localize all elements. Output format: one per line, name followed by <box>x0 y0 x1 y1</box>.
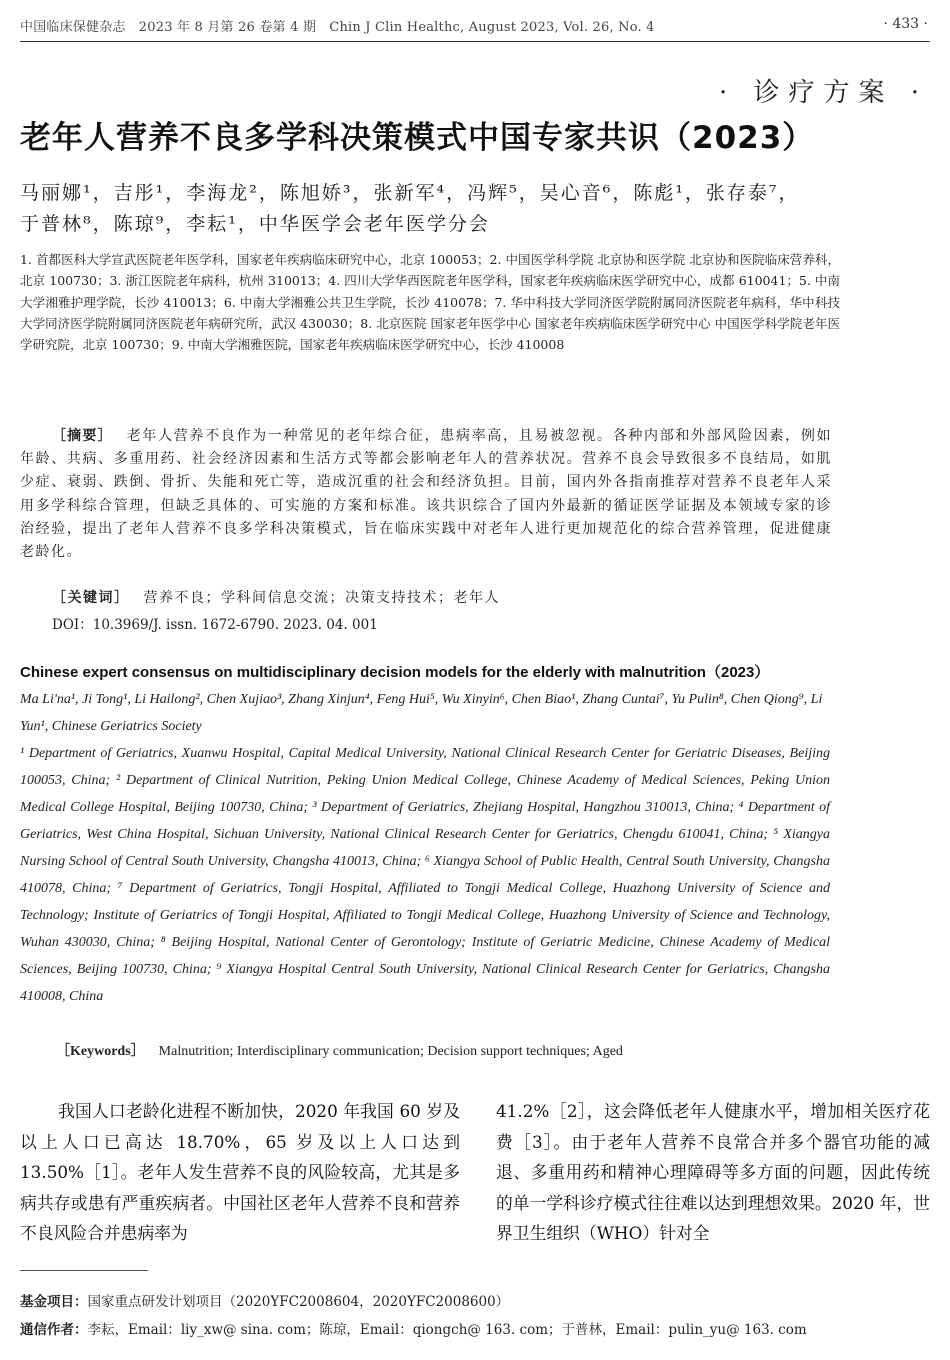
running-head: 中国临床保健杂志 2023 年 8 月第 26 卷第 4 期 Chin J Clin Healthc, August 2023, Vol. 26, No. 4 <box>20 20 655 35</box>
body-column-left <box>20 1096 460 1249</box>
article-title-en: Chinese expert consensus on multidisciplinary decision models for the elderly with malnutrition（2023） <box>20 664 770 681</box>
fund-text: 国家重点研发计划项目（2020YFC2008604，2020YFC2008600） <box>87 1294 510 1310</box>
footnote-rule <box>20 1270 148 1271</box>
body-text-right: 41.2%［2］，这会降低老年人健康水平，增加相关医疗花费［3］。由于老年人营养不良常合并多个器官功能的减退、多重用药和精神心理障碍等多方面的问题，因此传统的单一学科诊疗模式往往难以达到理想效果。2020 年，世界卫生组织（WHO）针对全 <box>496 1101 931 1244</box>
header-rule <box>20 41 930 42</box>
correspondence-text: 李耘，Email：liy_xw@ sina. com；陈琼，Email：qiongch@ 163. com；于普林，Email：pulin_yu@ 163. com <box>87 1322 807 1338</box>
keywords-en-label: ［Keywords］ <box>56 1044 145 1059</box>
correspondence-label: 通信作者： <box>20 1322 88 1338</box>
keywords-cn-label: ［关键词］ <box>52 590 130 606</box>
authors-cn-line1: 马丽娜¹，吉彤¹，李海龙²，陈旭娇³，张新军⁴，冯辉⁵，吴心音⁶，陈彪¹，张存泰⁷， <box>20 182 800 204</box>
fund-footnote <box>20 1290 509 1310</box>
abstract-cn <box>20 425 832 564</box>
fund-label: 基金项目： <box>20 1294 88 1310</box>
keywords-en <box>56 1040 623 1060</box>
body-column-right <box>496 1096 930 1249</box>
body-text-left: 我国人口老龄化进程不断加快，2020 年我国 60 岁及以上人口已高达 18.70%，65 岁及以上人口达到 13.50%［1］。老年人发生营养不良的风险较高，尤其是多病共存或患有严重疾病者。中国社区老年人营养不良和营养不良风险合并患病率为 <box>20 1101 460 1244</box>
abstract-label: ［摘要］ <box>52 428 113 444</box>
keywords-cn-text: 营养不良；学科间信息交流；决策支持技术；老年人 <box>143 590 500 606</box>
authors-en: Ma Li'na¹, Ji Tong¹, Li Hailong², Chen Xujiao³, Zhang Xinjun⁴, Feng Hui⁵, Wu Xinyin⁶, Chen Biao¹, Zhang Cuntai⁷, Yu Pulin⁸, Chen Qiong⁹, Li Yun¹, Chinese Geriatrics Society <box>20 692 823 734</box>
article-title-cn: 老年人营养不良多学科决策模式中国专家共识（2023） <box>20 120 815 156</box>
page-number: · 433 · <box>883 16 928 32</box>
correspondence-footnote <box>20 1318 807 1338</box>
abstract-text: 老年人营养不良作为一种常见的老年综合征，患病率高，且易被忽视。各种内部和外部风险因素，例如年龄、共病、多重用药、社会经济因素和生活方式等都会影响老年人的营养状况。营养不良会导致很多不良结局，如肌少症、衰弱、跌倒、骨折、失能和死亡等，造成沉重的社会和经济负担。目前，国内外各指南推荐对营养不良老年人采用多学科综合管理，但缺乏具体的、可实施的方案和标准。该共识综合了国内外最新的循证医学证据及本领域专家的诊治经验，提出了老年人营养不良多学科决策模式，旨在临床实践中对老年人进行更加规范化的综合营养管理，促进健康老龄化。 <box>20 428 833 561</box>
affiliations-en: ¹ Department of Geriatrics, Xuanwu Hospital, Capital Medical University, National Clinical Research Center for Geriatric Diseases, Beijing 100053, China; ² Department of Clinical Nutrition, Peking Union Medical College, Chinese Academy of Medical Sciences, Peking Union Medical College Hospital, Beijing 100730, China; ³ Department of Geriatrics, Zhejiang Hospital, Hangzhou 310013, China; ⁴ Department of Geriatrics, West China Hospital, Sichuan University, National Clinical Research Center for Geriatrics, Chengdu 610041, China; ⁵ Xiangya Nursing School of Central South University, Changsha 410013, China; ⁶ Xiangya School of Public Health, Central South University, Changsha 410078, China; ⁷ Department of Geriatrics, Tongji Hospital, Affiliated to Tongji Medical College, Huazhong University of Science and Technology; Institute of Geriatrics of Tongji Hospital, Affiliated to Tongji Medical College, Huazhong University of Science and Technology, Wuhan 430030, China; ⁸ Beijing Hospital, National Center of Gerontology; Institute of Geriatric Medicine, Chinese Academy of Medical Sciences, Beijing 100730, China; ⁹ Xiangya Hospital Central South University, National Clinical Research Center for Geriatrics, Changsha 410008, China <box>20 746 830 1004</box>
section-label: · 诊疗方案 · <box>718 78 928 108</box>
keywords-cn <box>52 587 500 607</box>
authors-cn <box>20 178 920 240</box>
authors-cn-line2: 于普林⁸，陈琼⁹，李耘¹，中华医学会老年医学分会 <box>20 213 490 235</box>
affiliations-cn: 1. 首都医科大学宣武医院老年医学科，国家老年疾病临床研究中心，北京 100053；2. 中国医学科学院 北京协和医学院 北京协和医院临床营养科，北京 100730；3. 浙江医院老年病科，杭州 310013；4. 四川大学华西医院老年医学科，国家老年疾病临床医学研究中心，成都 610041；5. 中南大学湘雅护理学院，长沙 410013；6. 中南大学湘雅公共卫生学院，长沙 410078；7. 华中科技大学同济医学院附属同济医院老年病科，华中科技大学同济医学院附属同济医院老年病研究所，武汉 430030；8. 北京医院 国家老年医学中心 国家老年疾病临床医学研究中心 中国医学科学院老年医学研究院，北京 100730；9. 中南大学湘雅医院，国家老年疾病临床医学研究中心，长沙 410008 <box>20 252 840 353</box>
doi: DOI：10.3969/J. issn. 1672-6790. 2023. 04. 001 <box>52 617 378 633</box>
keywords-en-text: Malnutrition; Interdisciplinary communication; Decision support techniques; Aged <box>158 1044 623 1059</box>
